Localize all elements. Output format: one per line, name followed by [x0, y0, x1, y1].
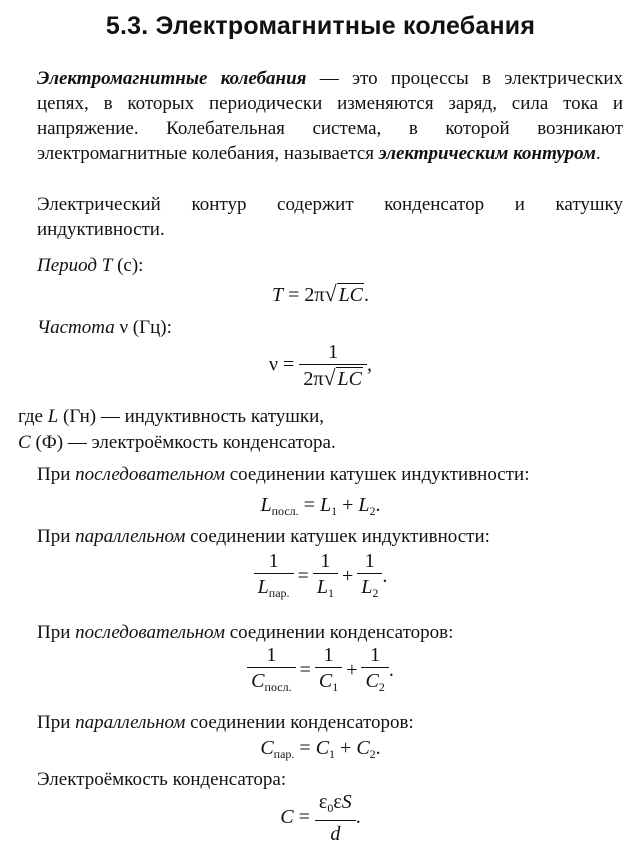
pc-lhs-frac: [254, 549, 294, 606]
parallel-coils-line: [37, 524, 490, 549]
capacitance-label: Электроёмкость конденсатора:: [37, 769, 287, 790]
intro-text: — это процессы в электрических цепях, в которых периодически изменяются заряд, сила тока и напряжение. Колебательная система, в которой возникают электромагнитные колебания, называется: [37, 68, 623, 164]
capacitance-formula: [0, 790, 641, 847]
circuit-paragraph: Электрический контур содержит конденсатор и катушку индуктивности.: [37, 194, 623, 240]
series-caps-line: [37, 620, 453, 645]
scap-a-frac: [315, 643, 342, 700]
pc-b: L: [361, 576, 373, 598]
sc-eq: =: [298, 494, 320, 516]
where-line-2: [18, 430, 336, 455]
pc-lhs-sub: пар.: [268, 586, 290, 600]
pc-eq: =: [297, 565, 309, 588]
pc-lhs: L: [257, 576, 269, 598]
pcap-a: C: [315, 737, 330, 759]
period-lhs: T: [271, 284, 284, 306]
series-caps-italic: последовательном: [75, 622, 225, 643]
intro-paragraph: [37, 66, 623, 166]
frequency-unit: (Гц):: [128, 317, 172, 338]
scap-b: C: [365, 670, 379, 692]
where-line-1: [18, 404, 324, 429]
sc-lhs: L: [260, 494, 272, 516]
frequency-radicand: LC: [337, 368, 362, 390]
sqrt-radical-icon: √: [323, 365, 336, 390]
frequency-eq: =: [278, 353, 300, 376]
sc-b: L: [358, 494, 370, 516]
sc-end: .: [375, 494, 381, 516]
frequency-formula: [0, 340, 641, 392]
parallel-coils-italic: параллельном: [75, 526, 186, 547]
period-formula: [0, 281, 641, 308]
scap-a: C: [318, 670, 333, 692]
period-unit: (с):: [112, 255, 144, 276]
parallel-caps-post: соединении конденсаторов:: [185, 712, 414, 733]
scap-b-num: 1: [361, 643, 388, 668]
pc-a-sub: 1: [327, 586, 334, 600]
cap-fraction: [315, 790, 356, 847]
pc-b-num: 1: [357, 549, 382, 574]
period-radicand: LC: [338, 284, 364, 306]
cap-eq: =: [293, 806, 315, 829]
pcap-lhs: C: [260, 737, 274, 759]
where-prefix: где: [18, 406, 48, 427]
scap-lhs-num: 1: [247, 643, 295, 668]
pc-a-frac: [313, 549, 338, 606]
intro-end: .: [595, 143, 601, 164]
sc-a: L: [319, 494, 332, 516]
frequency-label: Частота: [37, 317, 115, 338]
pc-b-sub: 2: [372, 586, 379, 600]
frequency-label-line: [37, 315, 172, 340]
sqrt-radical-icon: √: [324, 281, 337, 306]
series-coils-italic: последовательном: [75, 464, 225, 485]
scap-a-num: 1: [315, 643, 342, 668]
cap-s: S: [341, 791, 352, 813]
series-coils-post: соединении катушек индуктивности:: [224, 464, 530, 485]
pcap-lhs-sub: пар.: [273, 747, 295, 761]
scap-lhs-sub: посл.: [264, 680, 292, 694]
scap-end: .: [388, 659, 394, 682]
pc-lhs-num: 1: [254, 549, 294, 574]
sc-a-sub: 1: [331, 504, 338, 518]
cap-eps0: ε: [318, 791, 328, 813]
parallel-caps-line: [37, 710, 414, 735]
pc-plus: +: [341, 565, 354, 588]
series-caps-formula: [0, 643, 641, 700]
parallel-coils-post: соединении катушек индуктивности:: [185, 526, 490, 547]
sc-plus: +: [337, 494, 359, 516]
frequency-lhs: ν: [269, 353, 279, 376]
series-caps-pre: При: [37, 622, 76, 643]
pcap-plus: +: [335, 737, 357, 759]
pc-b-frac: [357, 549, 382, 606]
frequency-num: 1: [299, 340, 367, 365]
section-title: 5.3. Электромагнитные колебания: [105, 12, 536, 40]
where-symbol-L: L: [47, 406, 59, 427]
parallel-caps-pre: При: [37, 712, 76, 733]
scap-plus: +: [346, 659, 358, 682]
cap-end: .: [355, 806, 361, 829]
intro-term: Электромагнитные колебания: [37, 68, 307, 89]
cap-eps: ε: [333, 791, 342, 813]
pc-a-num: 1: [313, 549, 338, 574]
parallel-caps-formula: [0, 736, 641, 767]
pcap-b-sub: 2: [369, 747, 376, 761]
pcap-a-sub: 1: [329, 747, 336, 761]
scap-b-sub: 2: [378, 680, 385, 694]
period-label-line: [37, 253, 143, 278]
period-end: .: [364, 284, 370, 306]
frequency-symbol: ν: [114, 317, 129, 338]
series-coils-formula: [0, 493, 641, 524]
frequency-den-prefix: 2π: [303, 368, 324, 390]
sc-lhs-sub: посл.: [271, 504, 299, 518]
where-text-C: (Ф) — электроёмкость конденсатора.: [30, 432, 336, 453]
period-rhs-prefix: = 2π: [283, 284, 325, 306]
pc-a: L: [316, 576, 328, 598]
series-coils-line: [37, 462, 530, 487]
scap-a-sub: 1: [332, 680, 339, 694]
sc-b-sub: 2: [369, 504, 376, 518]
period-symbol: T: [101, 255, 113, 276]
frequency-end: ,: [366, 353, 372, 376]
series-coils-pre: При: [37, 464, 76, 485]
cap-eps0-sub: 0: [327, 801, 334, 815]
scap-b-frac: [361, 643, 388, 700]
parallel-coils-pre: При: [37, 526, 76, 547]
parallel-coils-formula: [0, 549, 641, 606]
where-text-L: (Гн) — индуктивность катушки,: [58, 406, 325, 427]
intro-term2: электрическим контуром: [378, 143, 596, 164]
frequency-fraction: [299, 340, 367, 392]
scap-lhs-frac: [247, 643, 295, 700]
pcap-b: C: [356, 737, 370, 759]
cap-lhs: C: [280, 806, 294, 829]
period-label: Период: [37, 255, 98, 276]
scap-lhs: C: [251, 670, 265, 692]
pc-end: .: [382, 565, 388, 588]
where-symbol-C: C: [18, 432, 31, 453]
series-caps-post: соединении конденсаторов:: [224, 622, 454, 643]
cap-d: d: [330, 823, 341, 845]
pcap-end: .: [375, 737, 381, 759]
scap-eq: =: [299, 659, 311, 682]
parallel-caps-italic: параллельном: [75, 712, 186, 733]
pcap-eq: =: [294, 737, 316, 759]
